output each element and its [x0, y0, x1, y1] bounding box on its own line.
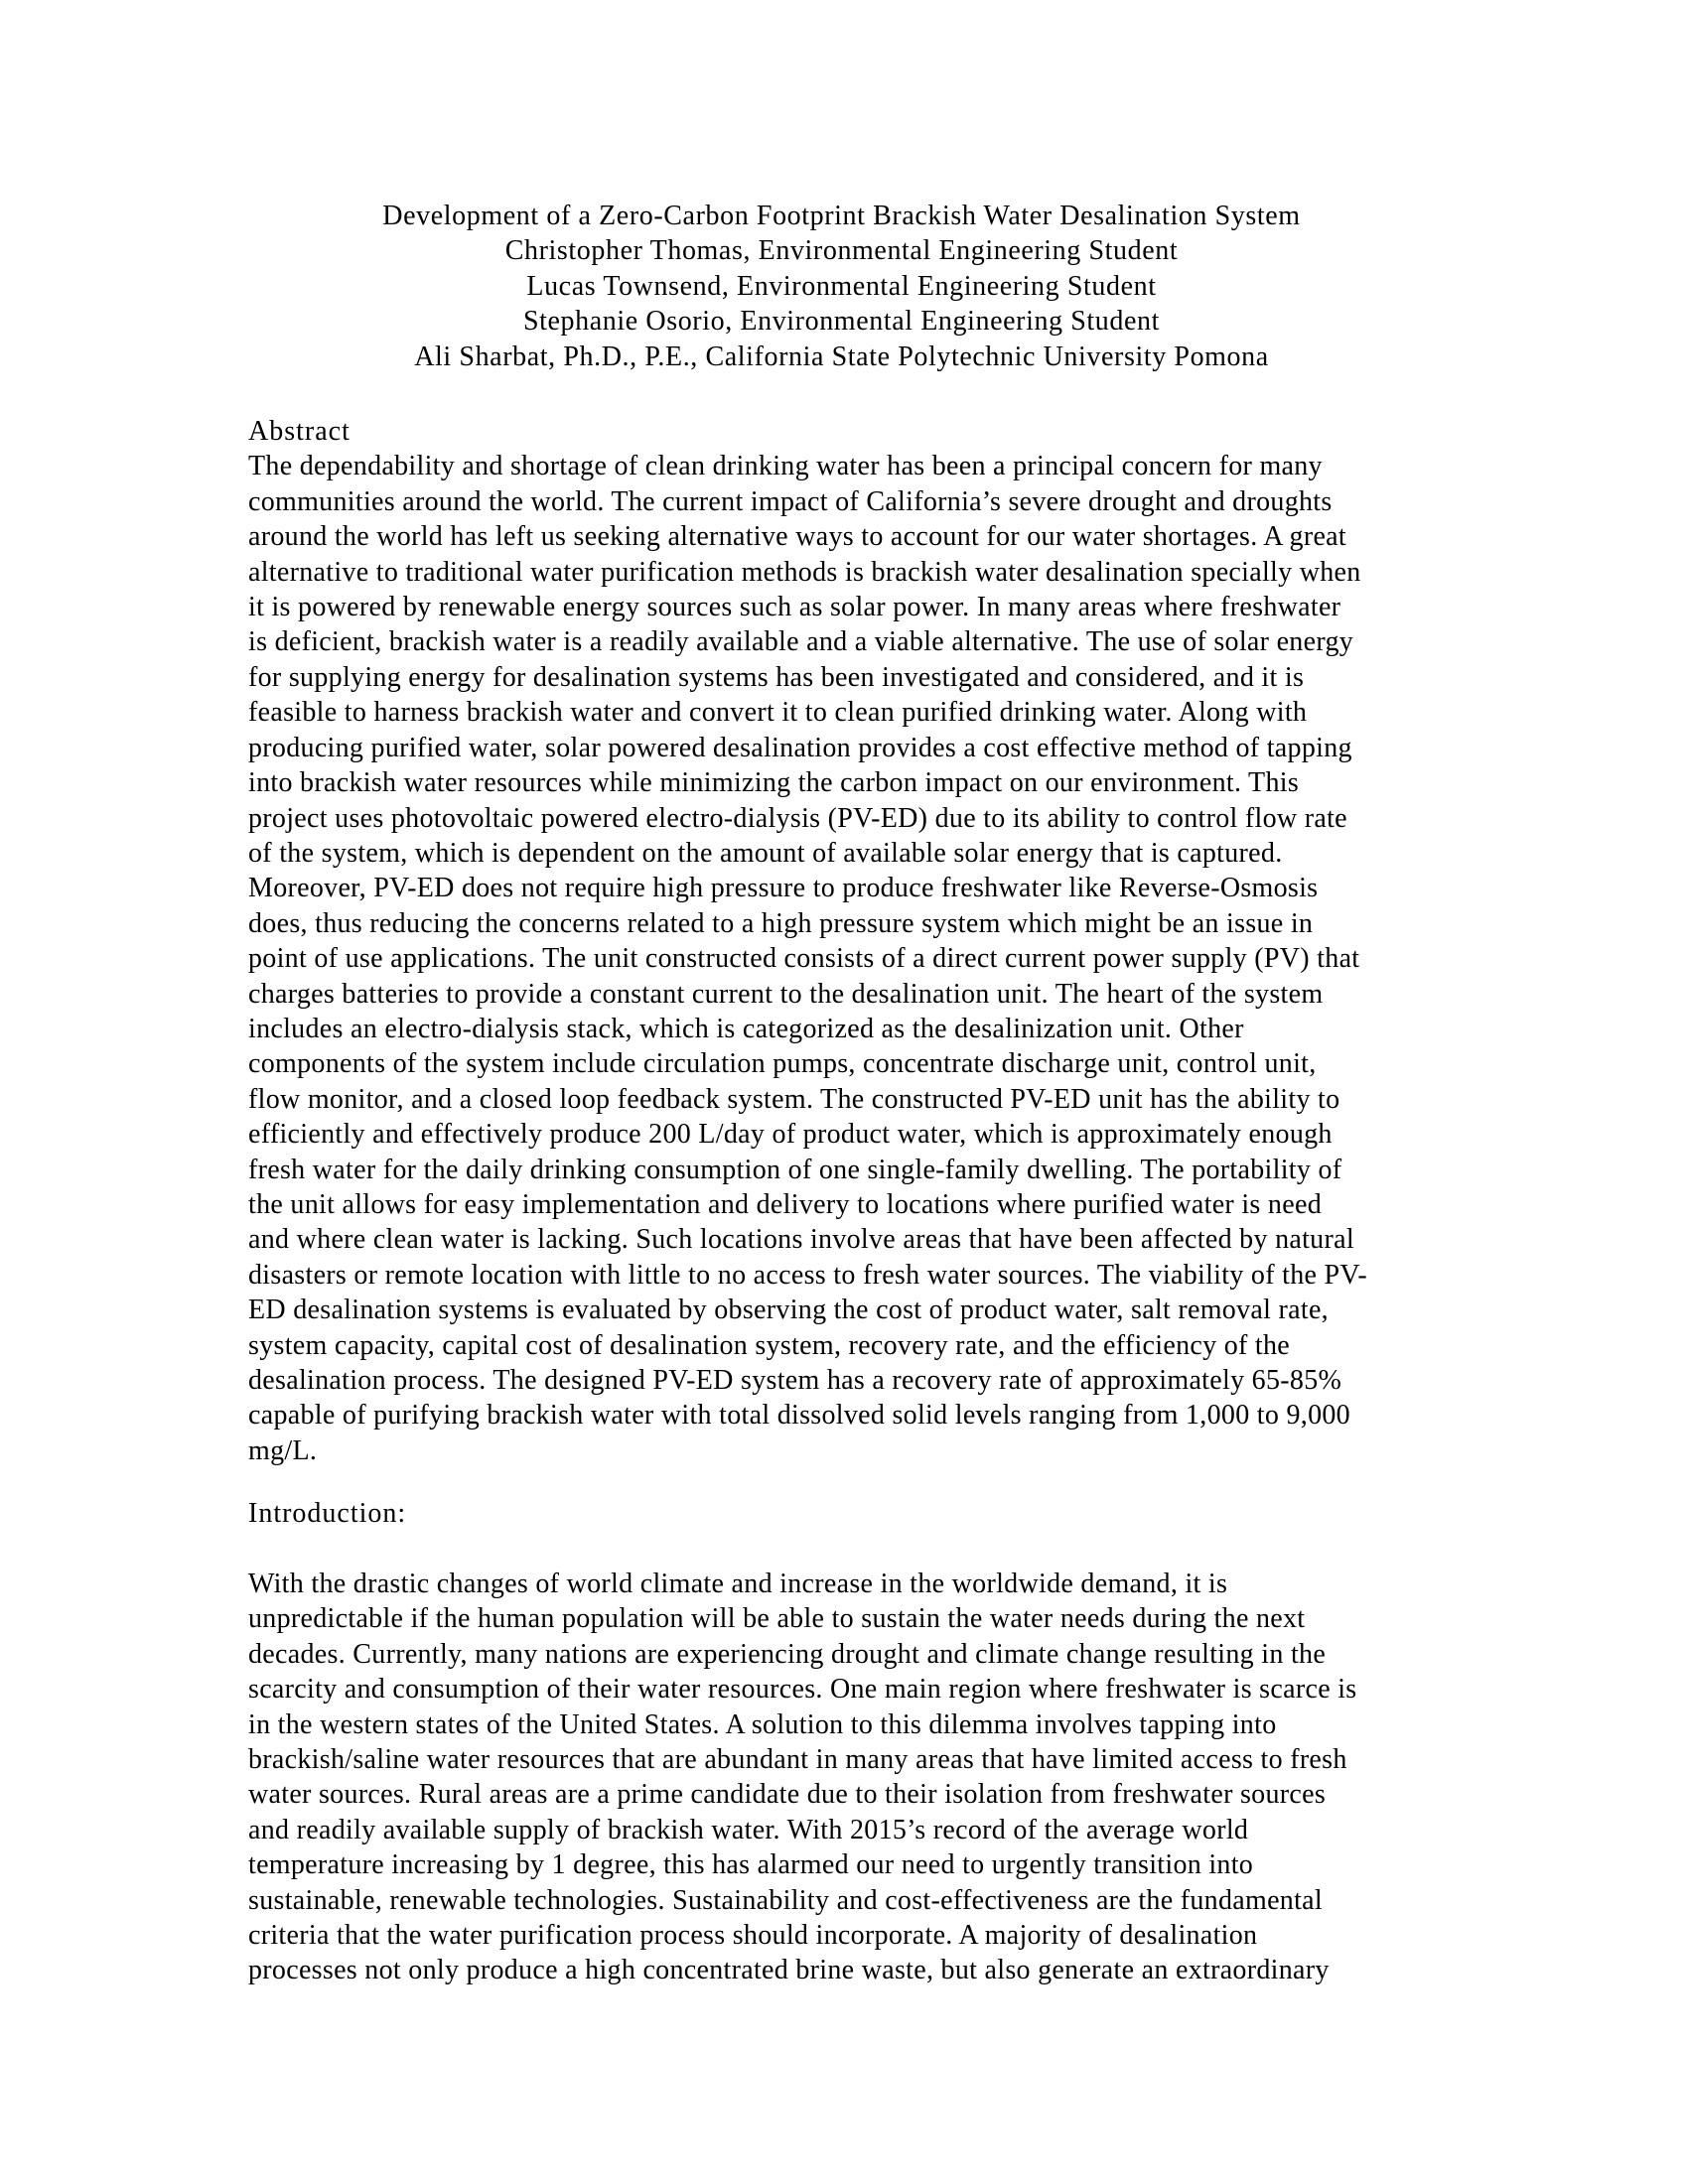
- text-line: fresh water for the daily drinking consumption of one single-family dwelling. The portability of: [248, 1154, 1342, 1185]
- text-line: ED desalination systems is evaluated by observing the cost of product water, salt removal rate,: [248, 1295, 1329, 1326]
- text-line: Lucas Townsend, Environmental Engineering Student: [526, 270, 1157, 302]
- introduction-heading: Introduction:: [248, 1498, 407, 1530]
- title-block: [248, 199, 1435, 374]
- text-line: alternative to traditional water purification methods is brackish water desalination specially when: [248, 556, 1361, 588]
- text-line: point of use applications. The unit constructed consists of a direct current power supply (PV) that: [248, 943, 1360, 975]
- text-line: and readily available supply of brackish water. With 2015’s record of the average world: [248, 1814, 1249, 1845]
- text-line: of the system, which is dependent on the amount of available solar energy that is captured.: [248, 837, 1283, 869]
- text-line: capable of purifying brackish water with total dissolved solid levels ranging from 1,000 to 9,000: [248, 1400, 1350, 1432]
- text-line: efficiently and effectively produce 200 L/day of product water, which is approximately enough: [248, 1119, 1333, 1151]
- text-line: into brackish water resources while minimizing the carbon impact on our environment. This: [248, 767, 1300, 799]
- text-line: Development of a Zero-Carbon Footprint Brackish Water Desalination System: [382, 201, 1301, 231]
- text-line: does, thus reducing the concerns related to a high pressure system which might be an issue in: [248, 907, 1314, 939]
- spacer: [248, 1468, 1435, 1496]
- text-line: for supplying energy for desalination systems has been investigated and considered, and it is: [248, 661, 1305, 693]
- text-line: brackish/saline water resources that are abundant in many areas that have limited access to fresh: [248, 1744, 1347, 1776]
- text-line: components of the system include circulation pumps, concentrate discharge unit, control unit,: [248, 1048, 1317, 1080]
- text-line: includes an electro-dialysis stack, which is categorized as the desalinization unit. Other: [248, 1013, 1244, 1044]
- text-line: project uses photovoltaic powered electro-dialysis (PV-ED) due to its ability to control flow rate: [248, 802, 1347, 834]
- text-line: Ali Sharbat, Ph.D., P.E., California State Polytechnic University Pomona: [414, 341, 1269, 372]
- text-line: is deficient, brackish water is a readily available and a viable alternative. The use of solar energy: [248, 626, 1354, 658]
- text-line: system capacity, capital cost of desalination system, recovery rate, and the efficiency of the: [248, 1329, 1291, 1361]
- text-line: it is powered by renewable energy sources such as solar power. In many areas where freshwater: [248, 592, 1341, 623]
- text-line: and where clean water is lacking. Such locations involve areas that have been affected by natural: [248, 1224, 1354, 1256]
- text-line: processes not only produce a high concentrated brine waste, but also generate an extraordinary: [248, 1955, 1330, 1986]
- text-line: producing purified water, solar powered desalination provides a cost effective method of tapping: [248, 732, 1352, 763]
- spacer: [248, 374, 1435, 414]
- text-line: The dependability and shortage of clean drinking water has been a principal concern for many: [248, 451, 1323, 482]
- text-line: disasters or remote location with little to no access to fresh water sources. The viability of the PV-: [248, 1259, 1368, 1291]
- text-line: charges batteries to provide a constant current to the desalination unit. The heart of the system: [248, 978, 1324, 1010]
- text-line: Christopher Thomas, Environmental Engineering Student: [504, 235, 1179, 267]
- page-content: [248, 199, 1435, 1988]
- introduction-paragraph: [248, 1567, 1435, 1988]
- text-line: flow monitor, and a closed loop feedback system. The constructed PV-ED unit has the ability to: [248, 1083, 1340, 1115]
- abstract-paragraph: [248, 449, 1435, 1468]
- text-line: water sources. Rural areas are a prime candidate due to their isolation from freshwater sources: [248, 1779, 1327, 1811]
- text-line: Moreover, PV-ED does not require high pressure to produce freshwater like Reverse-Osmosis: [248, 873, 1319, 904]
- text-line: scarcity and consumption of their water resources. One main region where freshwater is scarce is: [248, 1674, 1357, 1706]
- text-line: desalination process. The designed PV-ED system has a recovery rate of approximately 65-85%: [248, 1365, 1342, 1396]
- text-line: temperature increasing by 1 degree, this has alarmed our need to urgently transition into: [248, 1849, 1254, 1881]
- text-line: mg/L.: [248, 1434, 318, 1466]
- text-line: decades. Currently, many nations are experiencing drought and climate change resulting in the: [248, 1638, 1327, 1670]
- text-line: sustainable, renewable technologies. Sustainability and cost-effectiveness are the fundamental: [248, 1884, 1323, 1916]
- text-line: unpredictable if the human population will be able to sustain the water needs during the next: [248, 1603, 1306, 1635]
- text-line: in the western states of the United States. A solution to this dilemma involves tapping into: [248, 1708, 1277, 1740]
- text-line: With the drastic changes of world climate and increase in the worldwide demand, it is: [248, 1569, 1228, 1600]
- text-line: around the world has left us seeking alternative ways to account for our water shortages. A great: [248, 521, 1346, 553]
- spacer: [248, 1532, 1435, 1567]
- text-line: the unit allows for easy implementation and delivery to locations where purified water is need: [248, 1188, 1322, 1220]
- text-line: feasible to harness brackish water and convert it to clean purified drinking water. Along with: [248, 697, 1308, 729]
- abstract-heading: Abstract: [248, 416, 351, 448]
- text-line: Stephanie Osorio, Environmental Engineering Student: [522, 306, 1161, 338]
- text-line: communities around the world. The current impact of California’s severe drought and droughts: [248, 485, 1333, 517]
- text-line: criteria that the water purification process should incorporate. A majority of desalination: [248, 1920, 1258, 1952]
